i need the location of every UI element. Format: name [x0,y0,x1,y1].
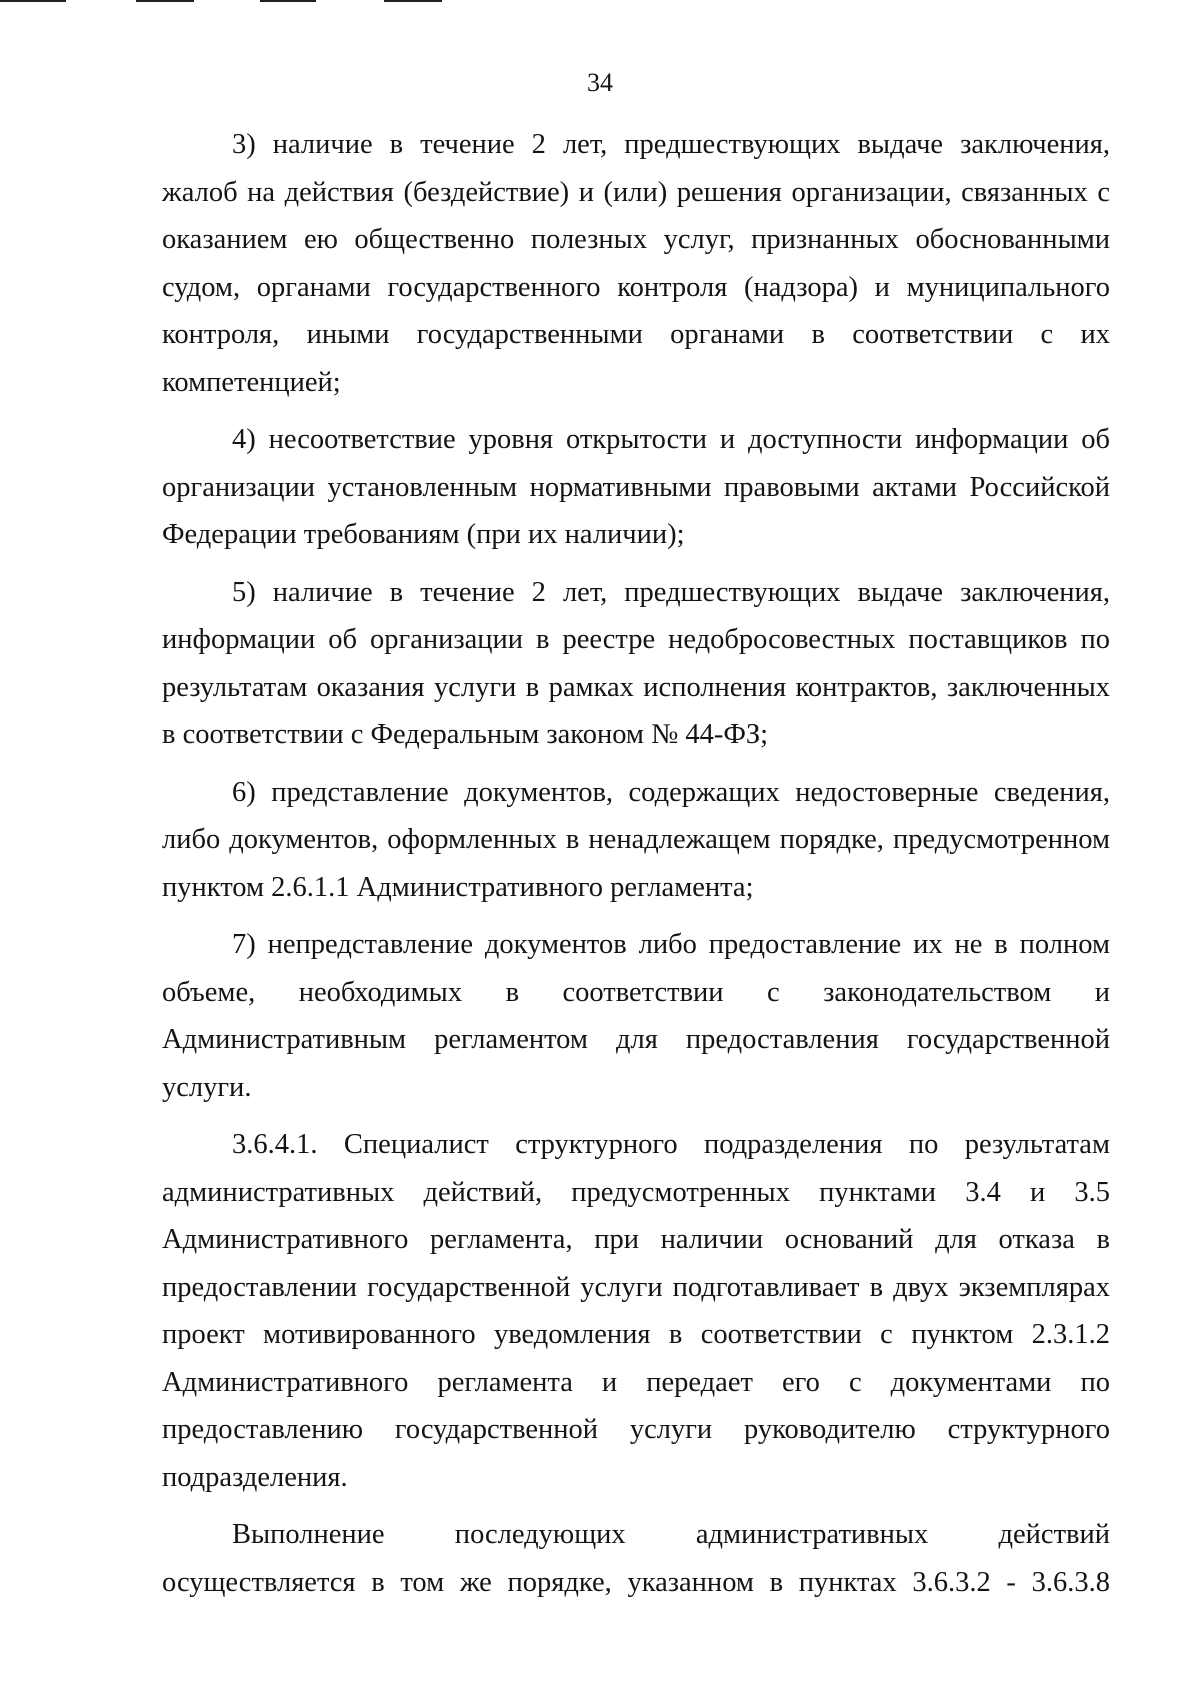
scan-edge-marks [0,0,1200,4]
document-body [162,121,1110,1616]
list-item-7: 7) непредставление документов либо предоставление их не в полном объеме, необходимых в соответствии с законодательством и Административным регламентом для предоставления государственной услуги. [162,929,1110,1103]
list-item-4: 4) несоответствие уровня открытости и доступности информации об организации установленным нормативными правовыми актами Российской Федерации требованиям (при их наличии); [162,424,1110,550]
list-item-6: 6) представление документов, содержащих недостоверные сведения, либо документов, оформленных в ненадлежащем порядке, предусмотренном пунктом 2.6.1.1 Административного регламента; [162,776,1110,903]
closing-paragraph: Выполнение последующих административных действий осуществляется в том же порядке, указанном в пунктах 3.6.3.2 - 3.6.3.8 [162,1519,1110,1598]
list-item-3: 3) наличие в течение 2 лет, предшествующих выдаче заключения, жалоб на действия (бездействие) и (или) решения организации, связанных с оказанием ею общественно полезных услуг, признанных обоснованными судом, органами государственного контроля (надзора) и муниципального контроля, иными государственными органами в соответствии с их компетенцией; [162,129,1110,398]
scan-edge-mark [136,0,194,2]
scan-edge-mark [384,0,442,2]
scan-edge-mark [0,0,66,2]
list-item-5: 5) наличие в течение 2 лет, предшествующих выдаче заключения, информации об организации в реестре недобросовестных поставщиков по результатам оказания услуги в рамках исполнения контрактов, заключенных в соответствии с Федеральным законом № 44-ФЗ; [162,576,1110,750]
scan-edge-mark [260,0,316,2]
page-number: 34 [587,68,613,97]
clause-3-6-4-1: 3.6.4.1. Специалист структурного подразделения по результатам административных действий, предусмотренных пунктами 3.4 и 3.5 Административного регламента, при наличии оснований для отказа в предоставлении государственной услуги подготавливает в двух экземплярах проект мотивированного уведомления в соответствии с пунктом 2.3.1.2 Административного регламента и передает его с документами по предоставлению государственной услуги руководителю структурного подразделения. [162,1129,1110,1493]
